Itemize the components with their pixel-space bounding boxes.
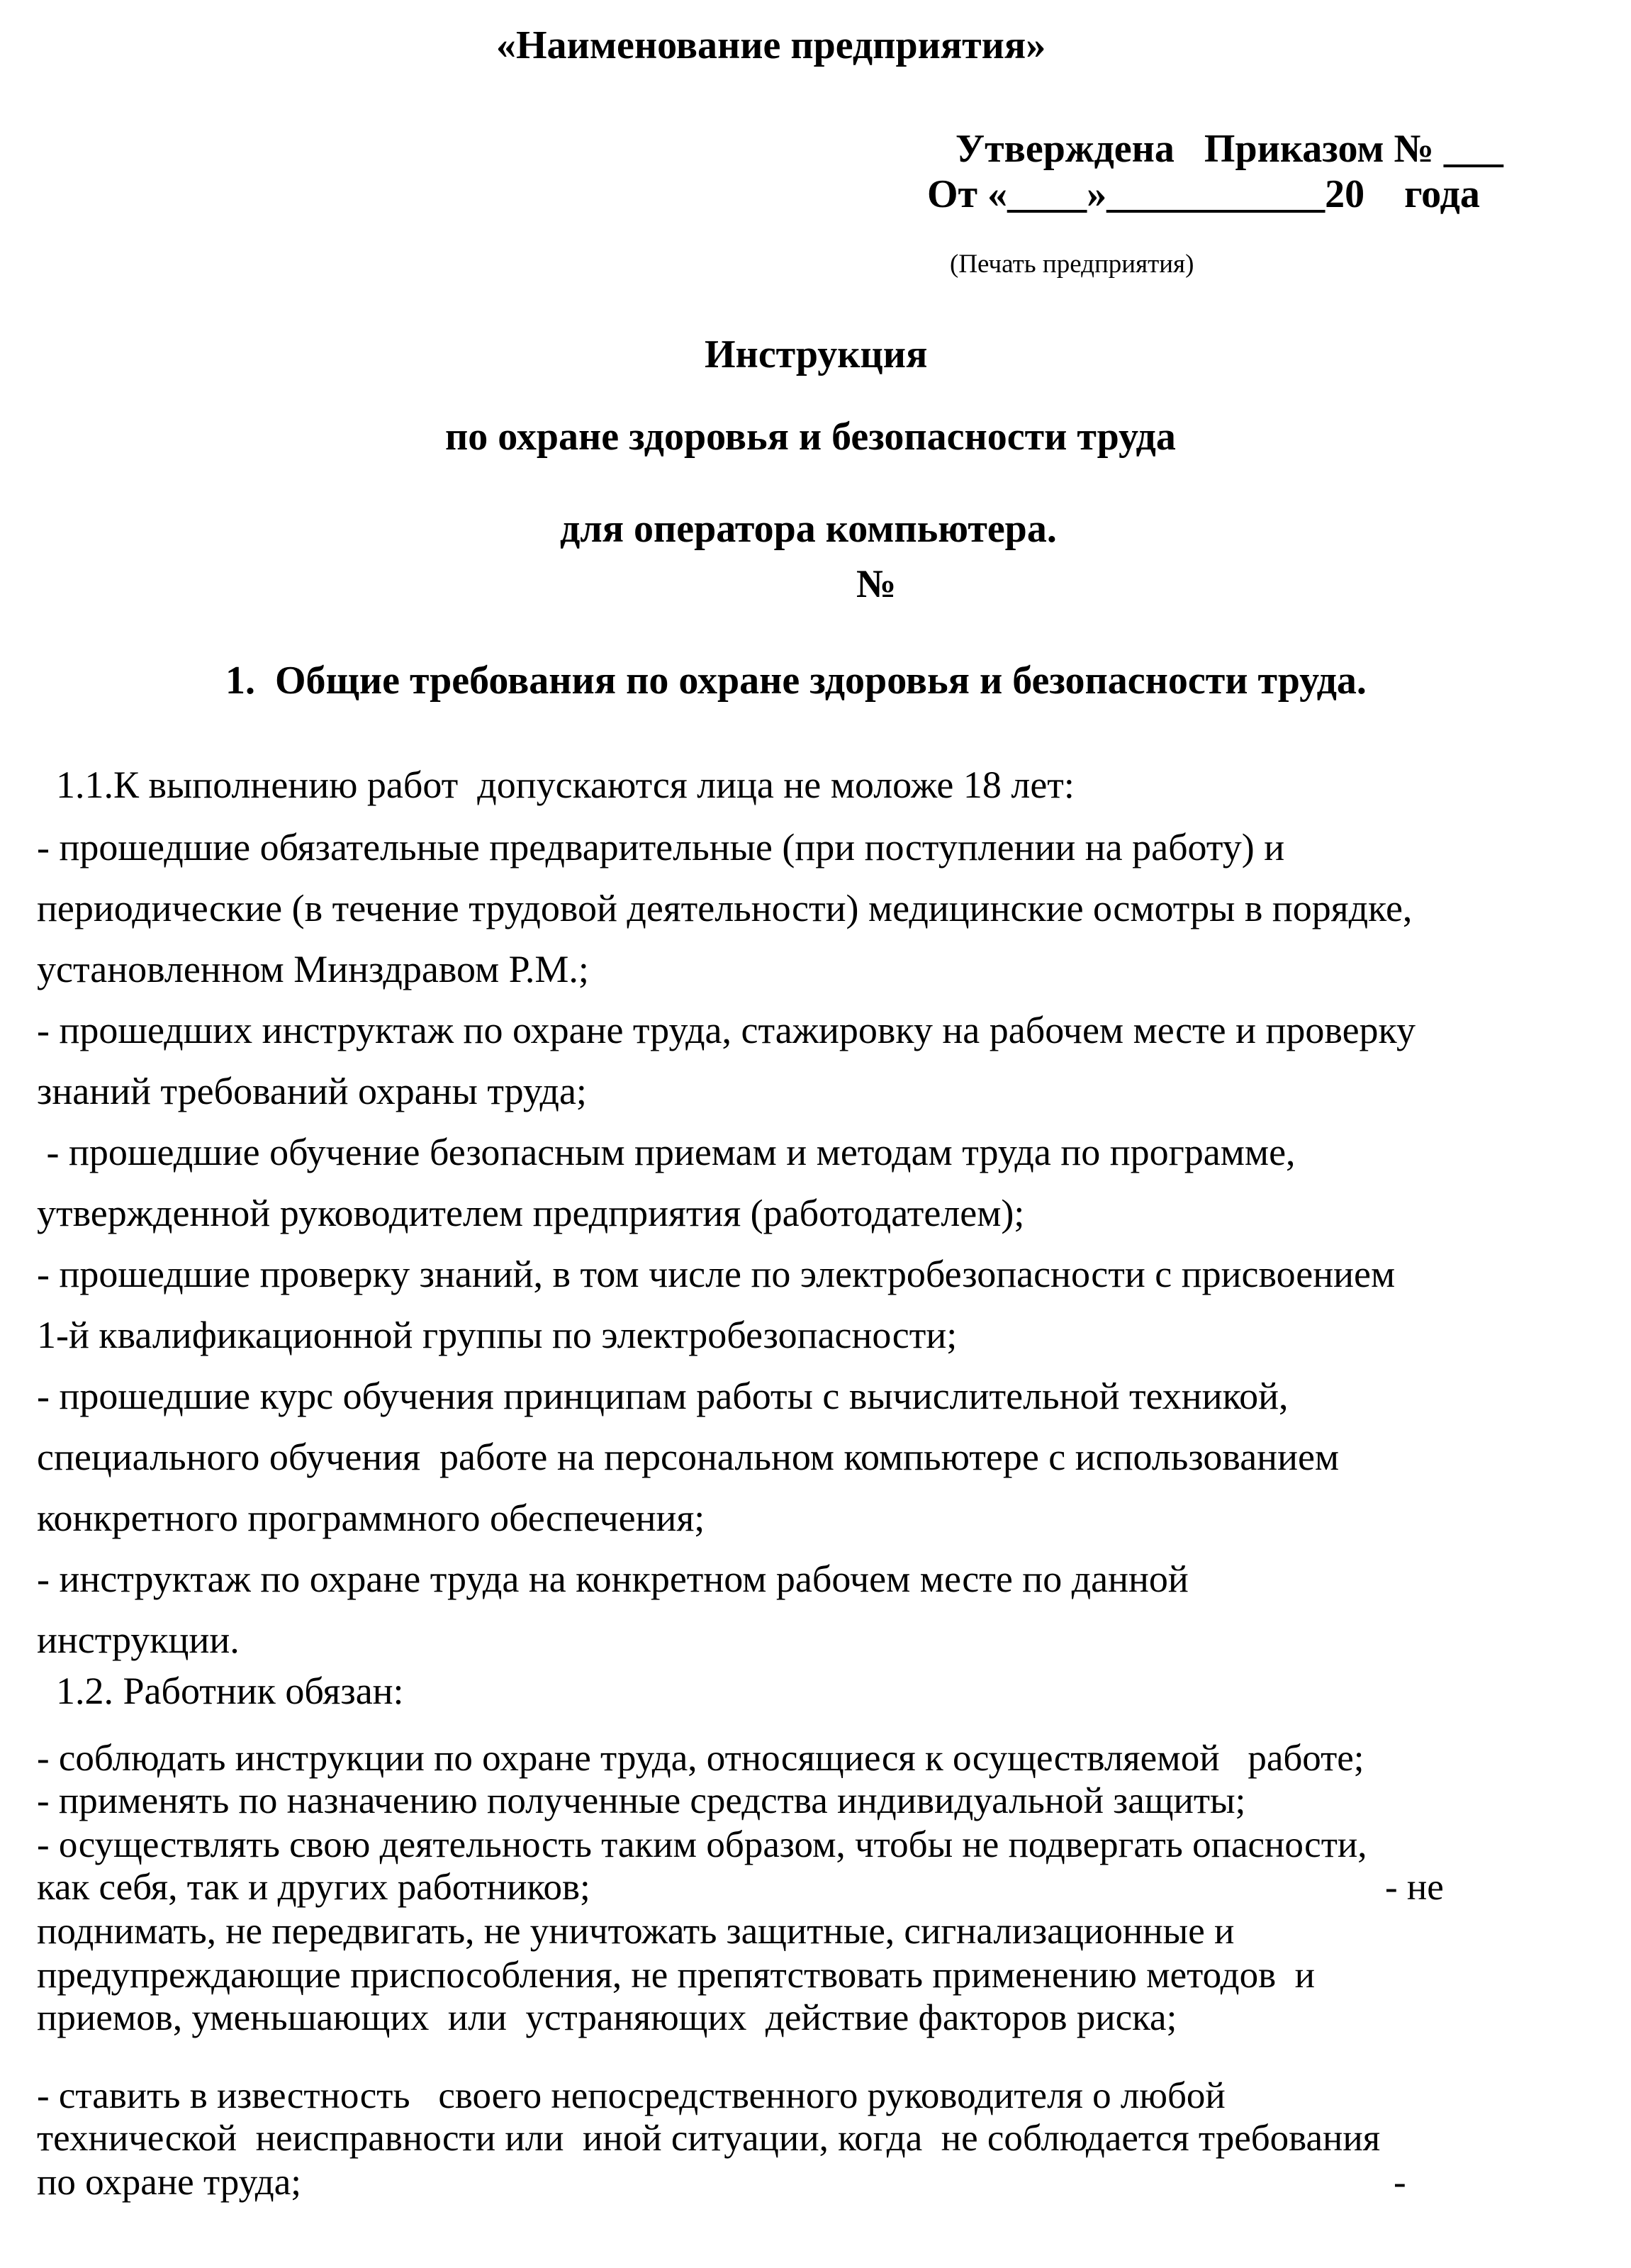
company-name: «Наименование предприятия» [496, 23, 1046, 67]
p1-2-line: - соблюдать инструкции по охране труда, относящиеся к осуществляемой работе; [37, 1738, 1364, 1779]
p1-2-line: приемов, уменьшающих или устраняющих действие факторов риска; [37, 1997, 1177, 2038]
p1-1-line: - прошедшие обучение безопасным приемам и методам труда по программе, [37, 1131, 1296, 1173]
p1-2-line: как себя, так и других работников; [37, 1867, 590, 1908]
p1-1-line: установленном Минздравом Р.М.; [37, 948, 589, 990]
p1-1-line: утвержденной руководителем предприятия (работодателем); [37, 1192, 1025, 1234]
p1-1-line: - прошедшие обязательные предварительные (при поступлении на работу) и [37, 826, 1285, 868]
stamp-note: (Печать предприятия) [950, 250, 1194, 279]
p1-2-line: по охране труда; [37, 2162, 301, 2203]
doc-title: Инструкция [705, 333, 928, 376]
section-1-heading: 1. Общие требования по охране здоровья и безопасности труда. [225, 659, 1367, 703]
p1-1-line: 1.1.К выполнению работ допускаются лица не моложе 18 лет: [37, 764, 1075, 806]
p1-2-line: - не [1385, 1867, 1444, 1908]
p1-2-line: - применять по назначению полученные средства индивидуальной защиты; [37, 1780, 1246, 1821]
p1-2-line: - ставить в известность своего непосредственного руководителя о любой [37, 2075, 1226, 2116]
p1-1-line: знаний требований охраны труда; [37, 1070, 587, 1112]
doc-number: № [856, 562, 897, 606]
p1-1-line: 1-й квалификационной группы по электробезопасности; [37, 1314, 958, 1356]
p1-2-line: предупреждающие приспособления, не препятствовать применению методов и [37, 1955, 1315, 1996]
p1-2-heading: 1.2. Работник обязан: [37, 1670, 404, 1712]
approval-line-2: От «____»___________20 года [927, 172, 1480, 216]
p1-1-line: - прошедших инструктаж по охране труда, стажировку на рабочем месте и проверку [37, 1009, 1416, 1051]
p1-1-line: - прошедшие курс обучения принципам работы с вычислительной техникой, [37, 1375, 1289, 1417]
doc-subtitle-1: по охране здоровья и безопасности труда [445, 415, 1176, 459]
p1-1-line: конкретного программного обеспечения; [37, 1497, 705, 1539]
p1-2-line: - осуществлять свою деятельность таким образом, чтобы не подвергать опасности, [37, 1824, 1367, 1865]
p1-1-line: - прошедшие проверку знаний, в том числе по электробезопасности с присвоением [37, 1253, 1396, 1295]
p1-2-line: поднимать, не передвигать, не уничтожать защитные, сигнализационные и [37, 1911, 1235, 1952]
doc-subtitle-2: для оператора компьютера. [560, 507, 1057, 551]
p1-2-line: технической неисправности или иной ситуации, когда не соблюдается требования [37, 2118, 1381, 2159]
p1-1-line: - инструктаж по охране труда на конкретном рабочем месте по данной [37, 1558, 1189, 1600]
approval-line-1: Утверждена Приказом № ___ [955, 127, 1503, 171]
p1-1-line: специального обучения работе на персональном компьютере с использованием [37, 1436, 1340, 1478]
p1-2-line: - [1394, 2162, 1406, 2203]
p1-1-line: инструкции. [37, 1619, 240, 1661]
p1-1-line: периодические (в течение трудовой деятельности) медицинские осмотры в порядке, [37, 887, 1413, 929]
